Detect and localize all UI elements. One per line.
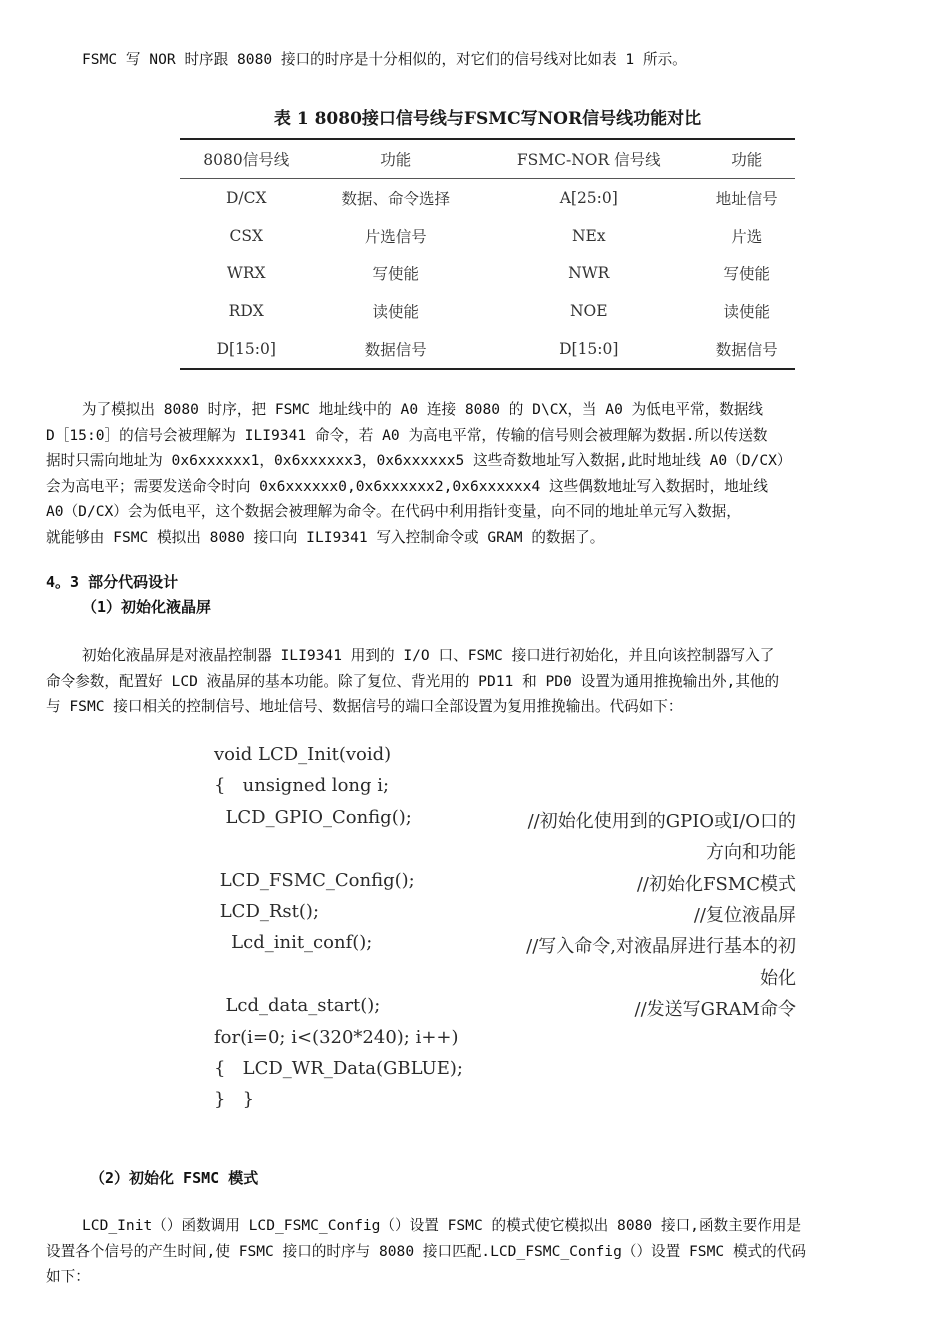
table-cell: 片选信号 — [364, 227, 427, 246]
table-cell: NWR — [568, 264, 610, 283]
code-line — [214, 995, 804, 1026]
text-line: 就能够由 FSMC 模拟出 8080 接口向 ILI9341 写入控制命令或 GRAM 的数据了。 — [46, 528, 605, 546]
table-row — [180, 292, 795, 330]
table-cell: 读使能 — [372, 303, 419, 322]
signal-comparison-table — [180, 138, 795, 370]
code-line — [214, 932, 804, 963]
code-comment: 始化 — [760, 967, 796, 989]
code-line — [214, 1027, 804, 1058]
table-cell: CSX — [229, 226, 263, 245]
text-line: 据时只需向地址为 0x6xxxxxx1，0x6xxxxxx3，0x6xxxxxx5 这些奇数地址写入数据,此时地址线 A0（D/CX） — [46, 452, 792, 470]
text-line: LCD_Init（）函数调用 LCD_FSMC_Config（）设置 FSMC 的模式使它模拟出 8080 接口,函数主要作用是 — [82, 1217, 802, 1234]
code-text: for(i=0; i<(320*240); i++) — [214, 1026, 459, 1048]
text-line: FSMC 写 NOR 时序跟 8080 接口的时序是十分相似的，对它们的信号线对比如表 1 所示。 — [82, 51, 687, 68]
table-cell: 数据、命令选择 — [341, 189, 450, 208]
table-cell: D/CX — [225, 188, 267, 207]
table-header-cell: FSMC-NOR 信号线 — [479, 139, 699, 179]
table-header-row — [180, 139, 795, 179]
fsmc-8080-paragraph — [46, 397, 908, 551]
section-heading: 4。3 部分代码设计 — [46, 573, 179, 591]
code-comment: //初始化FSMC模式 — [636, 873, 796, 895]
table-cell: 数据信号 — [313, 330, 480, 369]
text-line: 为了模拟出 8080 时序，把 FSMC 地址线中的 A0 连接 8080 的 D\CX，当 A0 为低电平常，数据线 — [82, 401, 763, 418]
code-text: Lcd_data_start(); — [214, 995, 381, 1017]
init-lcd-paragraph — [46, 643, 908, 720]
init-fsmc-paragraph — [46, 1213, 908, 1290]
table-header-cell: 8080信号线 — [180, 139, 313, 179]
code-comment: //初始化使用到的GPIO或I/O口的 — [527, 810, 796, 832]
text-line: A0（D/CX）会为低电平，这个数据会被理解为命令。在代码中利用指针变量，向不同的地址单元写入数据， — [46, 503, 741, 521]
table-cell: 地址信号 — [715, 189, 778, 208]
code-block-lcd-init — [214, 744, 804, 1121]
code-text: LCD_GPIO_Config(); — [214, 806, 412, 828]
text-line: 会为高电平；需要发送命令时向 0x6xxxxxx0,0x6xxxxxx2,0x6xxxxxx4 这些偶数地址写入数据时，地址线 — [46, 477, 768, 495]
table-cell: D[15:0] — [479, 330, 699, 369]
table-cell: NEx — [571, 226, 606, 245]
table-row — [180, 255, 795, 293]
text-line: 如下： — [46, 1268, 90, 1286]
table-row — [180, 217, 795, 255]
table-cell: 写使能 — [372, 265, 419, 284]
table-row — [180, 330, 795, 369]
code-line — [214, 870, 804, 901]
intro-paragraph — [82, 47, 944, 73]
subheading-init-fsmc: （2）初始化 FSMC 模式 — [90, 1169, 259, 1187]
table-header-cell: 功能 — [699, 139, 795, 179]
table-header-cell: 功能 — [313, 139, 480, 179]
table-row — [180, 179, 795, 217]
code-text: } } — [214, 1089, 255, 1111]
table-cell: RDX — [228, 302, 264, 321]
code-line — [214, 838, 804, 869]
code-comment: //写入命令,对液晶屏进行基本的初 — [526, 936, 796, 958]
code-text: { LCD_WR_Data(GBLUE); — [214, 1057, 463, 1079]
code-comment: //复位液晶屏 — [693, 904, 796, 926]
table-cell: NOE — [569, 302, 608, 321]
text-line: D［15:0］的信号会被理解为 ILI9341 命令，若 A0 为高电平常，传输的信号则会被理解为数据.所以传送数 — [46, 426, 768, 444]
table-caption: 表 1 8080接口信号线与FSMC写NOR信号线功能对比 — [273, 109, 702, 129]
code-line — [214, 807, 804, 838]
code-text: Lcd_init_conf(); — [214, 932, 373, 954]
text-line: 初始化液晶屏是对液晶控制器 ILI9341 用到的 I/O 口、FSMC 接口进行初始化，并且向该控制器写入了 — [82, 647, 775, 664]
code-text: LCD_Rst(); — [214, 900, 320, 922]
text-line: 与 FSMC 接口相关的控制信号、地址信号、数据信号的端口全部设置为复用推挽输出。代码如下： — [46, 698, 683, 716]
text-line: 设置各个信号的产生时间,使 FSMC 接口的时序与 8080 接口匹配.LCD_FSMC_Config（）设置 FSMC 模式的代码 — [46, 1242, 806, 1260]
code-line — [214, 1058, 804, 1089]
code-line — [214, 901, 804, 932]
code-line — [214, 964, 804, 995]
table-cell: 数据信号 — [699, 330, 795, 369]
table-cell: 片选 — [731, 227, 763, 246]
table-cell: D[15:0] — [180, 330, 313, 369]
text-line: 命令参数，配置好 LCD 液晶屏的基本功能。除了复位、背光用的 PD11 和 PD0 设置为通用推挽输出外,其他的 — [46, 672, 780, 690]
table-cell: A[25:0] — [559, 188, 618, 207]
code-line — [214, 1089, 804, 1120]
code-text: LCD_FSMC_Config(); — [214, 869, 415, 891]
code-line — [214, 775, 804, 806]
code-text: void LCD_Init(void) — [214, 744, 392, 765]
subheading-init-lcd: （1）初始化液晶屏 — [82, 598, 212, 616]
code-comment: 方向和功能 — [706, 842, 796, 864]
code-line — [214, 744, 804, 775]
code-text: { unsigned long i; — [214, 775, 390, 797]
table-cell: WRX — [226, 264, 266, 283]
code-comment: //发送写GRAM命令 — [634, 999, 796, 1021]
table-cell: 写使能 — [723, 265, 771, 284]
table-cell: 读使能 — [723, 303, 771, 322]
